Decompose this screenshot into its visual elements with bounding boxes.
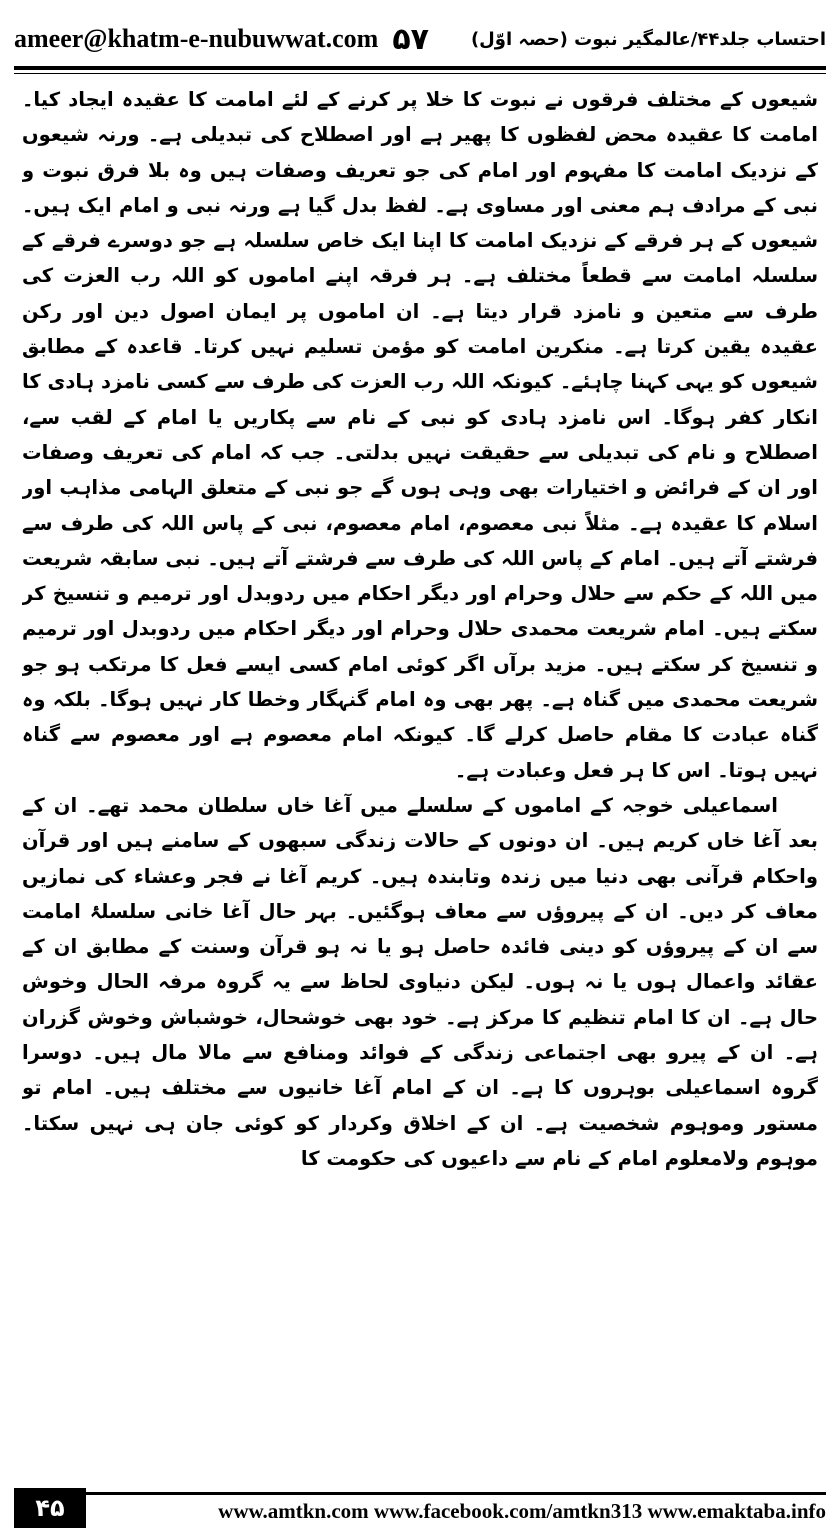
paragraph: اسماعیلی خوجہ کے اماموں کے سلسلے میں آغا خاں سلطان محمد تھے۔ ان کے بعد آغا خاں کریم ہیں۔ ان دونوں کے حالات زندگی سبھوں کے سامنے ہیں اور قرآن واحکام قرآنی بھی دنیا میں زندہ وتابندہ ہیں۔ کریم آغا نے فجر وعشاء کی نمازیں معاف کر دیں۔ ان کے پیروؤں سے معاف ہوگئیں۔ بہر حال آغا خانی سلسلۂ امامت سے ان کے پیروؤں کو دینی فائدہ حاصل ہو یا نہ ہو قرآن وسنت کے مطابق ان کے عقائد واعمال ہوں یا نہ ہوں۔ لیکن دنیاوی لحاظ سے یہ گروہ مرفہ الحال وخوش حال ہے۔ ان کا امام تنظیم کا مرکز ہے۔ خود بھی خوشحال، خوشباش وخوش گزران ہے۔ ان کے پیرو بھی اجتماعی زندگی کے فوائد ومنافع سے مالا مال ہیں۔ دوسرا گروہ اسماعیلی بوہروں کا ہے۔ ان کے امام آغا خانیوں سے مختلف ہیں۔ امام تو مستور وموہوم شخصیت ہے۔ ان کے اخلاق وکردار کو کوئی جان ہی نہیں سکتا۔ موہوم ولامعلوم امام کے نام سے داعیوں کی حکومت کا <box>22 793 818 1170</box>
page-header <box>14 14 826 64</box>
header-email: ameer@khatm-e-nubuwwat.com <box>14 24 379 53</box>
body-text <box>22 82 818 1457</box>
footer-links-wrap <box>86 1488 826 1528</box>
header-page-number: ۵۷ <box>392 21 429 57</box>
footer-links: www.amtkn.com www.facebook.com/amtkn313 www.emaktaba.info <box>86 1492 826 1524</box>
header-rule-thin <box>14 73 826 74</box>
paragraph: شیعوں کے مختلف فرقوں نے نبوت کا خلا پر کرنے کے لئے امامت کا عقیدہ ایجاد کیا۔ امامت کا عقیدہ محض لفظوں کا پھیر ہے اور اصطلاح کی تبدیلی ہے۔ ورنہ شیعوں کے نزدیک امامت کا مفہوم اور امام کی جو تعریف وصفات ہیں وہ بلا فرق نبوت و نبی کے مرادف ہم معنی اور مساوی ہے۔ لفظ بدل گیا ہے ورنہ نبی و امام ایک ہیں۔ شیعوں کے ہر فرقے کے نزدیک امامت کا اپنا ایک خاص سلسلہ ہے جو دوسرے فرقے کے سلسلہ امامت سے قطعاً مختلف ہے۔ ہر فرقہ اپنے اماموں کو اللہ رب العزت کی طرف سے متعین و نامزد قرار دیتا ہے۔ ان اماموں پر ایمان اصول دین اور رکن عقیدہ یقین کرتا ہے۔ منکرین امامت کو مؤمن تسلیم نہیں کرتا۔ قاعدہ کے مطابق شیعوں کو یہی کہنا چاہئے۔ کیونکہ اللہ رب العزت کی طرف سے کسی نامزد ہادی کا انکار کفر ہوگا۔ اس نامزد ہادی کو نبی کے نام سے پکاریں یا امام کے لقب سے، اصطلاح و نام کی تبدیلی سے حقیقت نہیں بدلتی۔ جب کہ امام کی تعریف وصفات اور ان کے فرائض و اختیارات بھی وہی ہوں گے جو نبی کے متعلق الہامی مذاہب اور اسلام کا عقیدہ ہے۔ مثلاً نبی معصوم، امام معصوم، نبی کے پاس اللہ کی طرف سے فرشتے آتے ہیں۔ امام کے پاس اللہ کی طرف سے فرشتے آتے ہیں۔ نبی سابقہ شریعت میں اللہ کے حکم سے حلال وحرام اور دیگر احکام میں ردوبدل اور ترمیم و تنسیخ کر سکتے ہیں۔ امام شریعت محمدی حلال وحرام اور دیگر احکام میں ردوبدل اور ترمیم و تنسیخ کر سکتے ہیں۔ مزید برآں اگر کوئی امام کسی ایسے فعل کا مرتکب ہو جو شریعت محمدی میں گناہ ہے۔ پھر بھی وہ امام گنہگار وخطا کار نہیں ہوگا۔ بلکہ وہ گناہ عبادت کا مقام حاصل کرلے گا۔ کیونکہ امام معصوم ہے اور معصوم سے گناہ نہیں ہوتا۔ اس کا ہر فعل وعبادت ہے۔ <box>22 88 818 782</box>
page-footer <box>14 1488 826 1528</box>
footer-page-number: ۴۵ <box>14 1488 86 1528</box>
header-book-title: احتساب جلد۴۴/عالمگیر نبوت (حصہ اوّل) <box>470 28 826 50</box>
header-left <box>14 22 429 57</box>
header-rule-thick <box>14 66 826 70</box>
